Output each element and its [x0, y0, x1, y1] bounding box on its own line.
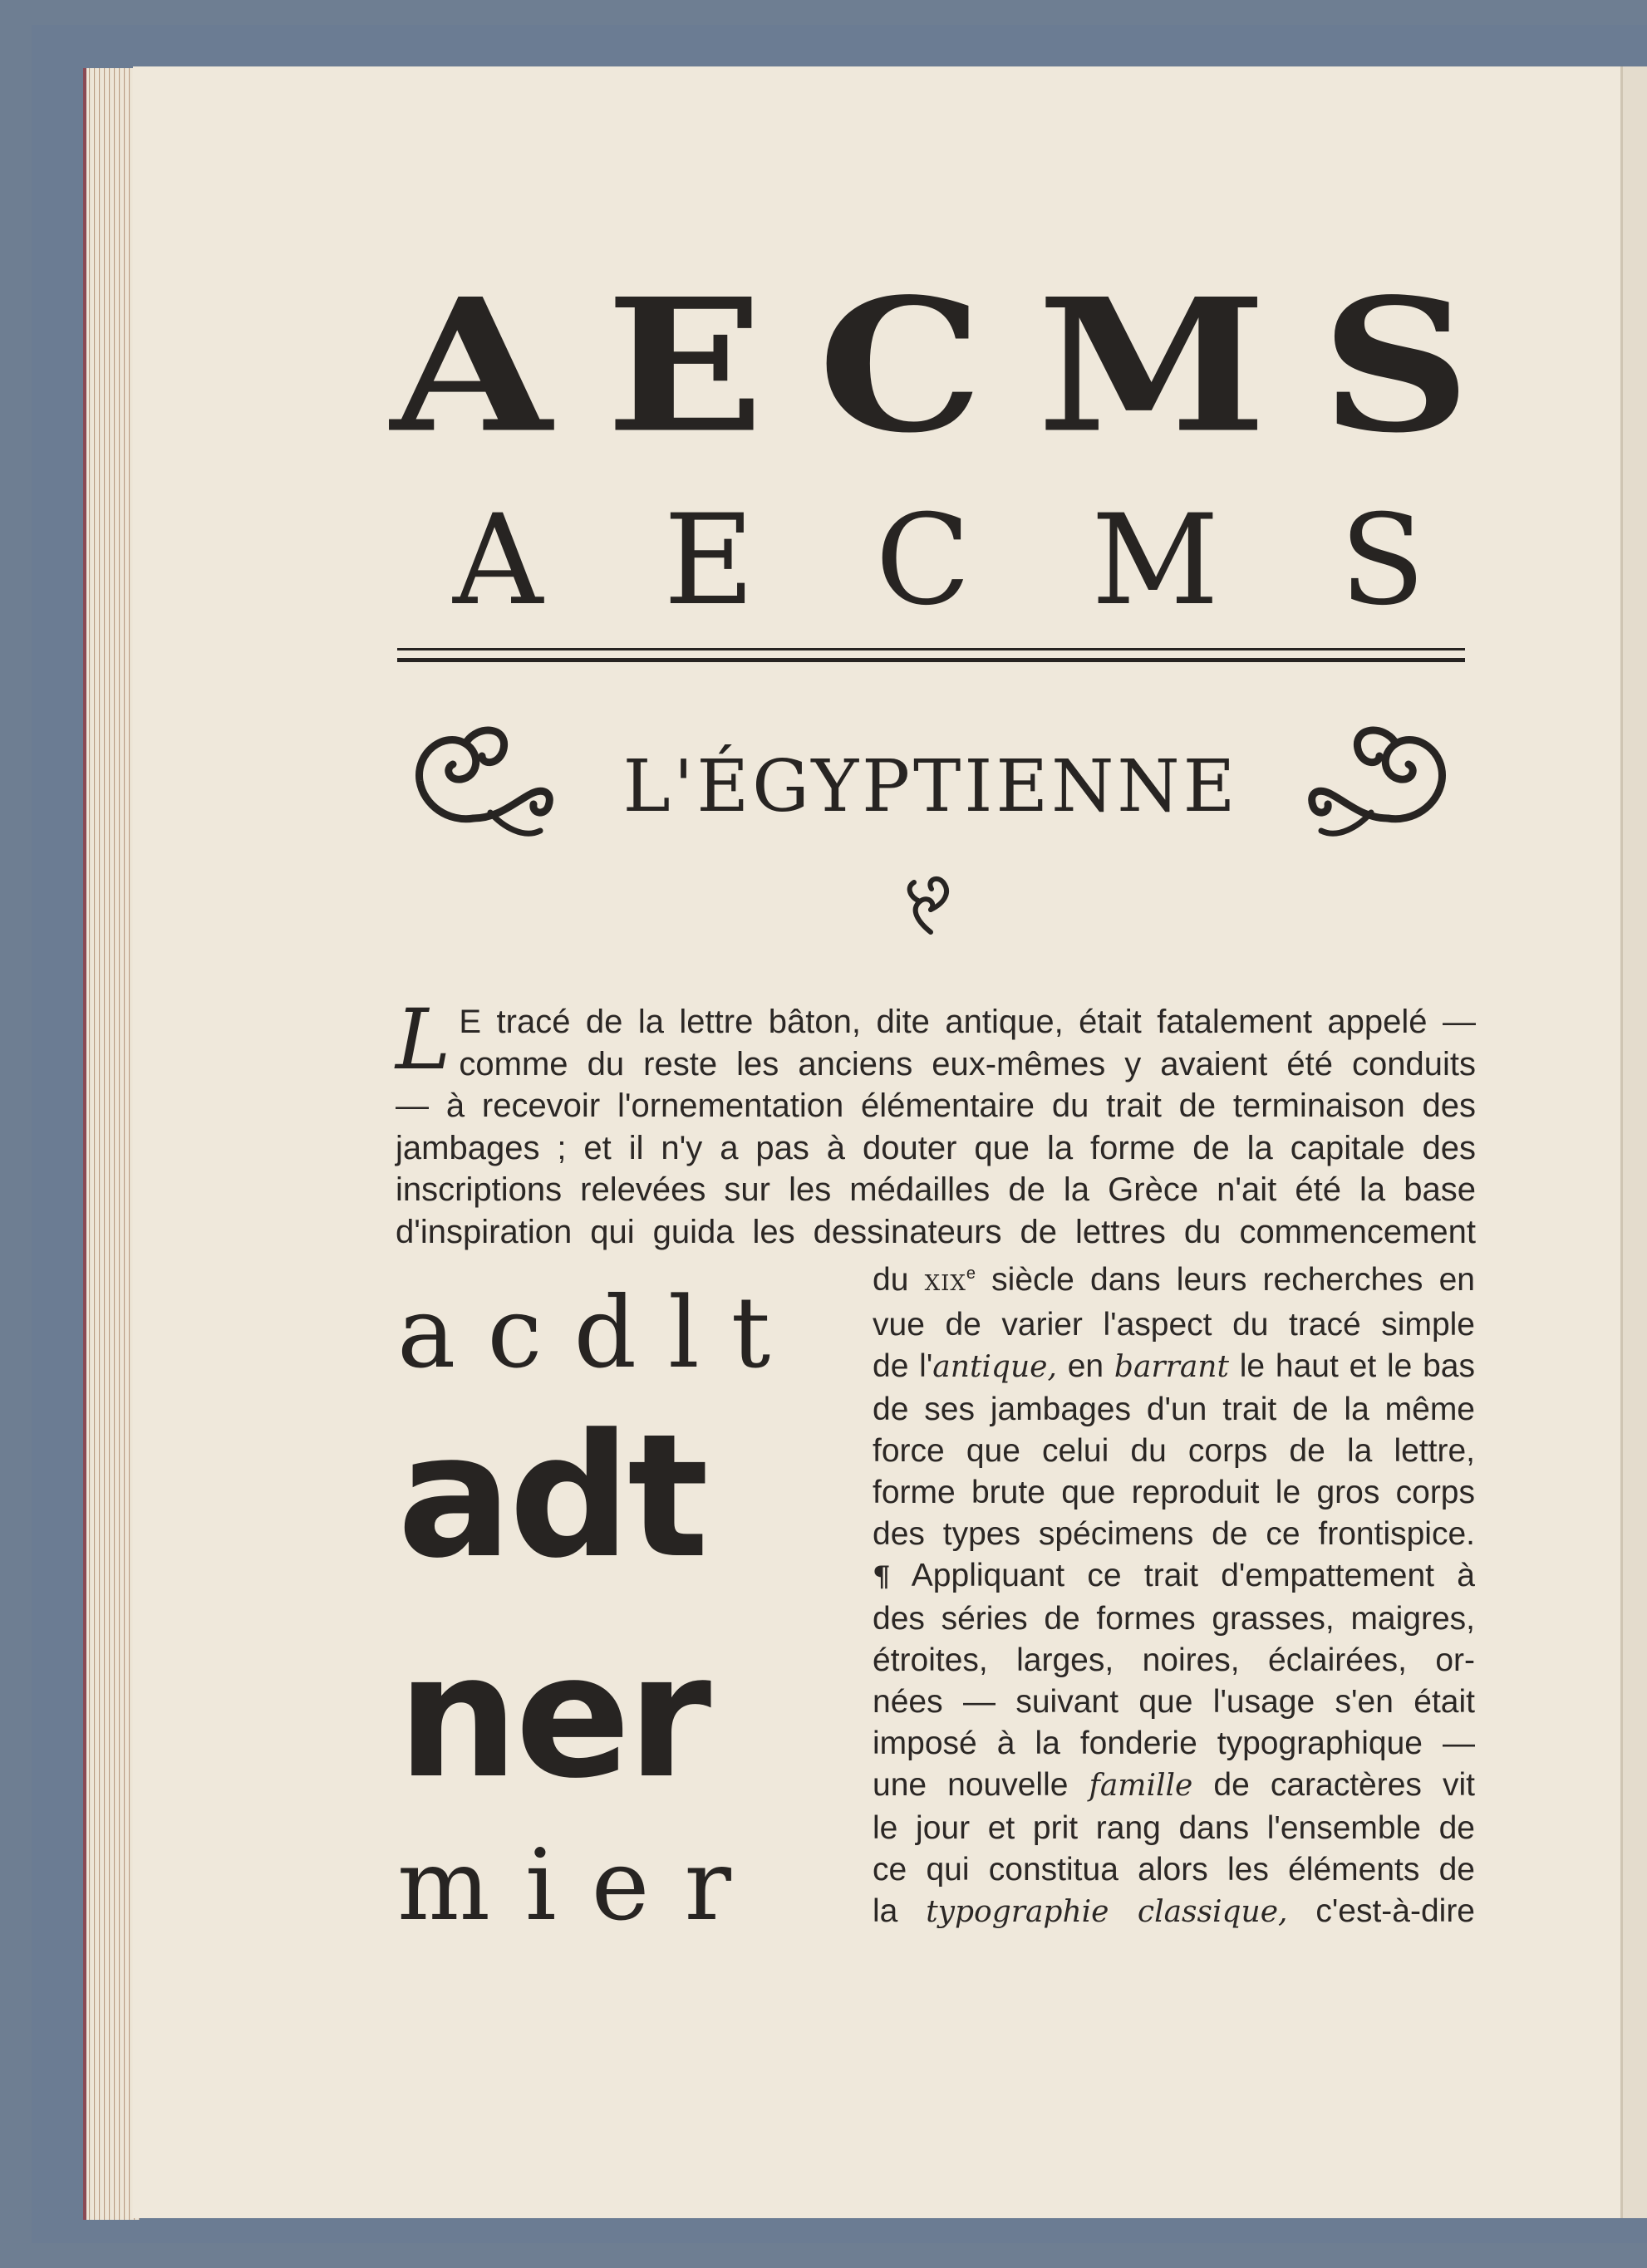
specimen-light-capitals — [453, 488, 1425, 633]
text-line: de ses jambages d'un trait de la même — [873, 1391, 1475, 1427]
text-run: c'est-à-dire — [1287, 1893, 1475, 1930]
text-run: de caractères vit — [1192, 1767, 1475, 1804]
lowercase-specimen-light — [397, 1275, 838, 1390]
text-run: du — [873, 1262, 925, 1298]
text-run: le haut et le bas — [1228, 1348, 1475, 1385]
text-line: inscriptions relevées sur les médailles de la Grèce n'ait été la base — [396, 1171, 1476, 1208]
lowercase-specimen-bold — [397, 1398, 838, 1596]
pilcrow-icon: ¶ — [873, 1560, 891, 1594]
body-column — [873, 1253, 1475, 1933]
text-line: vue de varier l'aspect du tracé simple — [873, 1307, 1475, 1343]
specimen-word: acdlt — [397, 1275, 803, 1390]
drop-cap: L — [396, 991, 451, 1088]
specimen-letter: C — [818, 258, 984, 474]
text-run: en — [1056, 1348, 1114, 1385]
divider-rule — [397, 658, 1465, 662]
text-run: la — [873, 1893, 927, 1930]
italic-text: typographie classique, — [926, 1895, 1288, 1930]
specimen-heavy-capitals — [391, 258, 1471, 474]
text-run: siècle dans leurs recherches en — [975, 1262, 1475, 1298]
text-line — [873, 1346, 1475, 1388]
specimen-letter: E — [605, 258, 765, 474]
page-title: L'ÉGYPTIENNE — [622, 745, 1239, 828]
specimen-word: ner — [397, 1618, 709, 1816]
italic-text: famille — [1089, 1769, 1193, 1804]
divider-rule — [397, 648, 1465, 650]
specimen-letter: C — [875, 488, 971, 633]
text-line: ce qui constitua alors les éléments de — [873, 1851, 1475, 1888]
text-line: imposé à la fonderie typographique — — [873, 1726, 1475, 1762]
page-edges — [83, 68, 140, 2220]
specimen-letter: A — [453, 488, 543, 633]
lowercase-specimen-bold — [397, 1618, 838, 1816]
text-line: d'inspiration qui guida les dessinateurs de lettres du commencement — [396, 1213, 1476, 1250]
text-line: force que celui du corps de la lettre, — [873, 1432, 1475, 1469]
text-line — [873, 1555, 1475, 1598]
text-line — [873, 1253, 1475, 1304]
text-line: comme du reste les anciens eux-mêmes y avaient été conduits — [459, 1045, 1476, 1082]
specimen-letter: S — [1320, 258, 1471, 474]
text-line — [873, 1765, 1475, 1807]
text-line: le jour et prit rang dans l'ensemble de — [873, 1809, 1475, 1846]
flourish-icon — [399, 714, 557, 847]
text-line: forme brute que reproduit le gros corps — [873, 1475, 1475, 1511]
text-line: des types spécimens de ce frontispice. — [873, 1516, 1475, 1553]
specimen-letter: E — [663, 488, 755, 633]
italic-text: antique, — [932, 1350, 1057, 1385]
text-line: des séries de formes grasses, maigres, — [873, 1600, 1475, 1637]
italic-text: barrant — [1114, 1350, 1229, 1385]
specimen-word: adt — [397, 1398, 706, 1596]
specimen-letter: S — [1340, 488, 1425, 633]
text-line: jambages ; et il n'y a pas à douter que la forme de la capitale des — [396, 1129, 1476, 1166]
intro-paragraph — [396, 991, 1476, 1253]
specimen-letter: M — [1091, 488, 1219, 633]
text-run: Appliquant ce trait d'empattement à — [890, 1558, 1475, 1594]
flourish-icon — [1305, 714, 1463, 847]
text-line: E tracé de la lettre bâton, dite antique, était fatalement appelé — — [459, 1004, 1476, 1040]
text-line: étroites, larges, noires, éclairées, or- — [873, 1642, 1475, 1678]
text-line: nées — suivant que l'usage s'en était — [873, 1684, 1475, 1721]
specimen-letter: M — [1036, 258, 1267, 474]
fleuron-icon — [902, 872, 960, 939]
facing-page-edge — [1620, 66, 1647, 2218]
text-line — [873, 1891, 1475, 1933]
text-line: — à recevoir l'ornementation élémentaire du trait de terminaison des — [396, 1087, 1476, 1124]
text-run: de l' — [873, 1348, 933, 1385]
specimen-letter: A — [391, 258, 552, 474]
superscript: e — [966, 1264, 976, 1283]
heading-row — [399, 714, 1463, 847]
specimen-word: mier — [397, 1828, 766, 1942]
small-caps: XIX — [924, 1271, 966, 1296]
text-run: une nouvelle — [873, 1767, 1089, 1804]
lowercase-specimen-light — [397, 1828, 838, 1942]
